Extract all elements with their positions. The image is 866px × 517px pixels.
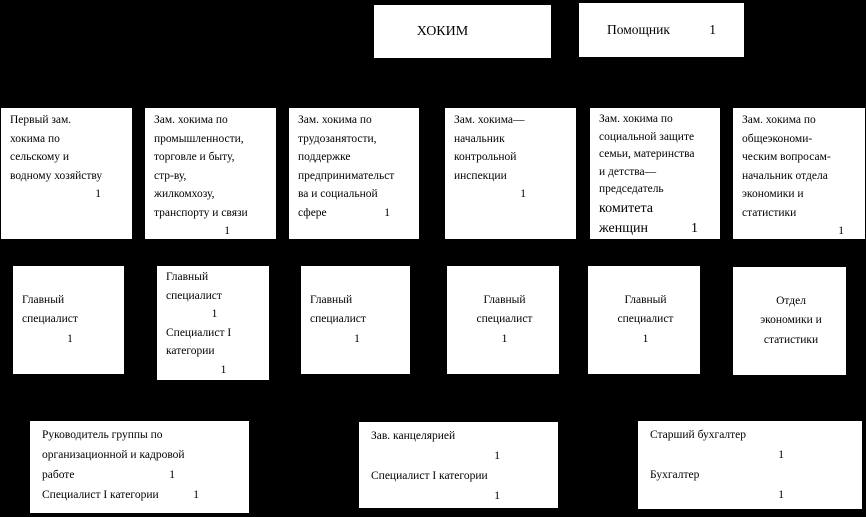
staff-count: 1 [778, 489, 784, 501]
text-line [154, 185, 270, 204]
line-text: общеэкономи- [742, 132, 813, 145]
text-line [10, 167, 126, 186]
line-text: ва и социальной [298, 188, 378, 200]
staff-count: 1 [193, 489, 199, 501]
staff-count: 1 [778, 449, 784, 461]
text-line [371, 426, 552, 446]
line-text: специалист [310, 313, 366, 326]
org-box-chief-specialist-4 [446, 265, 560, 375]
line-text: женщин [599, 220, 648, 236]
text-line [166, 268, 263, 287]
staff-count: 1 [354, 332, 360, 345]
line-text: специалист [166, 289, 222, 302]
line-text: торговле и быту, [154, 151, 235, 163]
text-line [154, 204, 270, 223]
line-text: жилкомхозу, [154, 188, 215, 200]
line-text: поддержке [298, 151, 351, 163]
line-text: водному хозяйству [10, 169, 103, 182]
text-line [166, 361, 263, 380]
line-text: трудозанятости, [298, 132, 377, 145]
text-line [454, 111, 570, 130]
text-line [166, 287, 263, 306]
text-line [154, 130, 270, 149]
text-line [650, 485, 856, 505]
text-line [454, 130, 570, 149]
text-line [310, 291, 404, 311]
text-line [599, 199, 714, 219]
line-text: сфере [298, 206, 327, 219]
text-line [599, 219, 714, 239]
org-box-chief-specialist-1 [12, 265, 125, 375]
org-box-deputy-social-protection [589, 107, 721, 240]
text-line [742, 111, 859, 130]
org-box-chancellery [358, 421, 559, 509]
text-line [154, 111, 270, 130]
line-text: Специалист I категории [371, 470, 488, 482]
line-text: специалист [22, 313, 78, 326]
text-line [742, 222, 859, 240]
line-text: Отдел [776, 294, 806, 307]
text-line [454, 148, 570, 167]
text-line [599, 164, 714, 182]
text-line [599, 129, 714, 147]
line-text: промышленности, [154, 132, 244, 145]
org-box-org-personnel-group [29, 420, 250, 514]
text-line [310, 330, 404, 350]
line-text: инспекции [454, 169, 507, 182]
text-line [166, 305, 263, 324]
text-line [166, 324, 263, 343]
text-line [371, 486, 552, 506]
staff-count: 1 [691, 220, 698, 236]
line-text: сельскому и [10, 151, 70, 163]
text-line [298, 130, 413, 149]
staff-count: 1 [211, 308, 218, 320]
text-line [650, 445, 856, 465]
line-text: Первый зам. [10, 114, 72, 126]
text-line [42, 465, 243, 485]
org-box-deputy-labor-social [288, 107, 420, 240]
staff-count: 1 [220, 363, 227, 376]
text-line [742, 331, 840, 351]
text-line [650, 465, 856, 485]
line-text: Зам. хокима по [742, 114, 816, 126]
line-text: работе [42, 469, 75, 481]
line-text: Руководитель группы по [42, 429, 163, 441]
text-line [310, 310, 404, 330]
staff-count: 1 [95, 188, 101, 200]
org-box-chief-specialist-3 [300, 265, 411, 375]
staff-count: 1 [494, 490, 500, 502]
line-text: Зам. хокима по [298, 114, 372, 126]
line-text: и детства— [599, 165, 657, 178]
org-box-deputy-industry [144, 107, 277, 240]
line-text: Специалист I [166, 326, 232, 339]
line-text: председатель [599, 183, 664, 195]
line-text: начальник отдела [742, 169, 828, 182]
text-line [454, 185, 570, 204]
line-text: ческим вопросам- [742, 151, 831, 163]
text-line [42, 425, 243, 445]
line-text: экономики и [760, 314, 822, 327]
line-text: Бухгалтер [650, 469, 700, 481]
text-line [10, 111, 126, 130]
line-text: Зам. хокима— [454, 114, 525, 126]
text-line [742, 292, 840, 312]
staff-count: 1 [224, 225, 230, 237]
line-text: социальной защите [599, 130, 695, 143]
text-line [742, 130, 859, 149]
text-line [456, 291, 553, 311]
text-line [22, 310, 118, 330]
org-box-deputy-economics [732, 107, 866, 240]
line-text: Зам. хокима по [599, 113, 673, 125]
text-line [298, 185, 413, 204]
text-line [22, 330, 118, 350]
line-text: контрольной [454, 151, 517, 163]
text-line [371, 446, 552, 466]
org-box-deputy-control-inspection [444, 107, 577, 240]
org-box-economics-statistics-dept [732, 266, 847, 376]
text-line [22, 291, 118, 311]
text-line [599, 181, 714, 199]
line-text: Зам. хокима по [154, 114, 228, 126]
line-text: специалист [476, 313, 533, 326]
staff-count: 1 [384, 206, 390, 219]
line-text: Старший бухгалтер [650, 429, 747, 441]
text-line [454, 167, 570, 186]
staff-count: 1 [642, 332, 649, 345]
line-text: Специалист I категории [42, 489, 159, 501]
text-line [597, 310, 694, 330]
line-text: хокима по [10, 132, 60, 145]
line-text: специалист [617, 313, 674, 326]
text-line [742, 204, 859, 223]
text-line [298, 167, 413, 186]
org-box-accounting [637, 420, 863, 510]
staff-count: 1 [520, 188, 526, 200]
text-line [599, 111, 714, 129]
text-line [154, 148, 270, 167]
text-line [10, 185, 126, 204]
org-box-chief-specialist-5 [587, 265, 701, 375]
text-line [650, 425, 856, 445]
hokim-title: ХОКИМ [416, 23, 469, 39]
text-line [742, 185, 859, 204]
text-line [456, 330, 553, 350]
line-text: Главный [166, 271, 209, 283]
line-text: транспорту и связи [154, 206, 248, 219]
staff-count: 1 [838, 225, 844, 237]
text-line [599, 146, 714, 164]
text-line [371, 466, 552, 486]
text-line [742, 311, 840, 331]
text-line [298, 148, 413, 167]
line-text: предпринимательст [298, 169, 395, 182]
line-text: экономики и [742, 188, 804, 200]
assistant-title: Помощник [607, 22, 670, 37]
text-line [456, 310, 553, 330]
line-text: Зав. канцелярией [371, 430, 456, 442]
text-line [154, 222, 270, 240]
line-text: статистики [742, 206, 797, 219]
text-line [742, 148, 859, 167]
line-text: начальник [454, 132, 505, 145]
line-text: Главный [624, 293, 667, 306]
text-line [597, 291, 694, 311]
line-text: организационной и кадровой [42, 449, 185, 461]
line-text: стр-ву, [154, 169, 187, 182]
staff-count: 1 [709, 22, 716, 37]
line-text: комитета [599, 200, 654, 216]
line-text: Главный [483, 293, 526, 306]
line-text: Главный [310, 293, 353, 306]
line-text: категории [166, 345, 215, 357]
org-box-hokim [373, 4, 552, 59]
text-line [42, 485, 243, 505]
text-line [166, 342, 263, 361]
staff-count: 1 [169, 469, 175, 481]
text-line [298, 204, 413, 223]
line-text: статистики [763, 333, 819, 346]
line-text: Главный [22, 293, 65, 306]
text-line [10, 148, 126, 167]
text-line [154, 167, 270, 186]
staff-count: 1 [494, 450, 500, 462]
text-line [597, 330, 694, 350]
text-line [10, 130, 126, 149]
org-box-assistant [578, 2, 745, 58]
staff-count: 1 [501, 332, 508, 345]
text-line [298, 111, 413, 130]
org-box-first-deputy-agriculture [0, 107, 133, 240]
text-line [42, 445, 243, 465]
text-line [742, 167, 859, 186]
org-box-chief-specialist-2 [156, 265, 270, 381]
staff-count: 1 [67, 332, 73, 345]
line-text: семьи, материнства [599, 148, 695, 160]
